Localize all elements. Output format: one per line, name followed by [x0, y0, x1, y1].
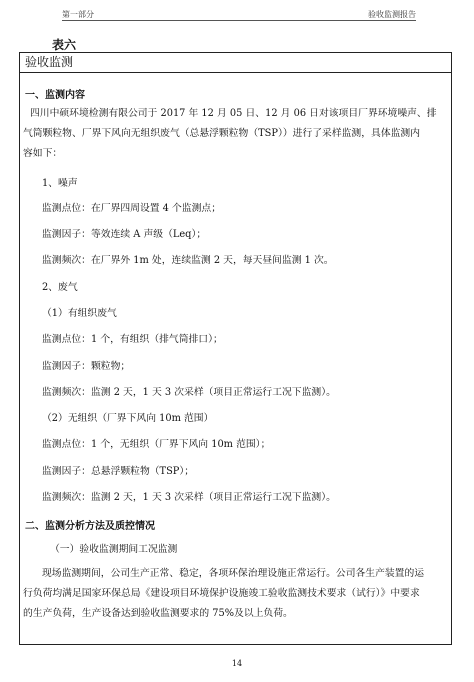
noise-title: 1、噪声 [42, 178, 78, 189]
intro-line-2: 气筒颗粒物、厂界下风向无组织废气（总悬浮颗粒物（TSP））进行了采样监测，具体监测内 [23, 128, 421, 139]
page-number: 14 [231, 659, 243, 668]
conditions-line-1: 现场监测期间，公司生产正常、稳定，各项环保治理设施正常运行。公司各生产装置的运 [42, 568, 425, 579]
conditions-line-3: 的生产负荷，生产设备达到验收监测要求的 75%及以上负荷。 [23, 608, 293, 619]
subsection-conditions: （一）验收监测期间工况监测 [50, 544, 178, 555]
section-heading-monitoring-content: 一、监测内容 [25, 90, 85, 101]
header-right-text: 验收监测报告 [368, 10, 416, 19]
intro-line-1: 四川中硕环境检测有限公司于 2017 年 12 月 05 日、12 月 06 日对该项目厂界环境噪声、排 [30, 108, 437, 119]
table-title: 验收监测 [20, 53, 451, 73]
noise-points: 监测点位：在厂界四周设置 4 个监测点； [42, 203, 222, 214]
organized-gas-points: 监测点位：1 个，有组织（排气筒排口）； [42, 334, 223, 345]
unorganized-gas-frequency: 监测频次：监测 2 天，1 天 3 次采样（项目正常运行工况下监测）。 [42, 492, 336, 503]
organized-gas-factor: 监测因子：颗粒物； [42, 361, 131, 372]
unorganized-gas-factor: 监测因子：总悬浮颗粒物（TSP）； [42, 466, 195, 477]
page-header [62, 8, 416, 21]
unorganized-gas-title: （2）无组织（厂界下风向 10m 范围） [42, 413, 214, 424]
gas-title: 2、废气 [42, 282, 78, 293]
organized-gas-title: （1）有组织废气 [42, 308, 117, 319]
noise-frequency: 监测频次：在厂界外 1m 处，连续监测 2 天，每天昼间监测 1 次。 [42, 255, 334, 266]
header-left-text: 第一部分 [62, 10, 94, 19]
organized-gas-frequency: 监测频次：监测 2 天，1 天 3 次采样（项目正常运行工况下监测）。 [42, 387, 336, 398]
intro-line-3: 容如下： [23, 148, 63, 159]
section-heading-methods: 二、监测分析方法及质控情况 [25, 521, 155, 532]
table-label: 表六 [52, 38, 77, 52]
unorganized-gas-points: 监测点位：1 个，无组织（厂界下风向 10m 范围）； [42, 439, 271, 450]
monitoring-table [19, 52, 452, 645]
conditions-line-2: 行负荷均满足国家环保总局《建设项目环境保护设施竣工验收监测技术要求（试行）》中要求 [23, 588, 420, 599]
noise-factor: 监测因子：等效连续 A 声级（Leq）； [42, 229, 207, 240]
